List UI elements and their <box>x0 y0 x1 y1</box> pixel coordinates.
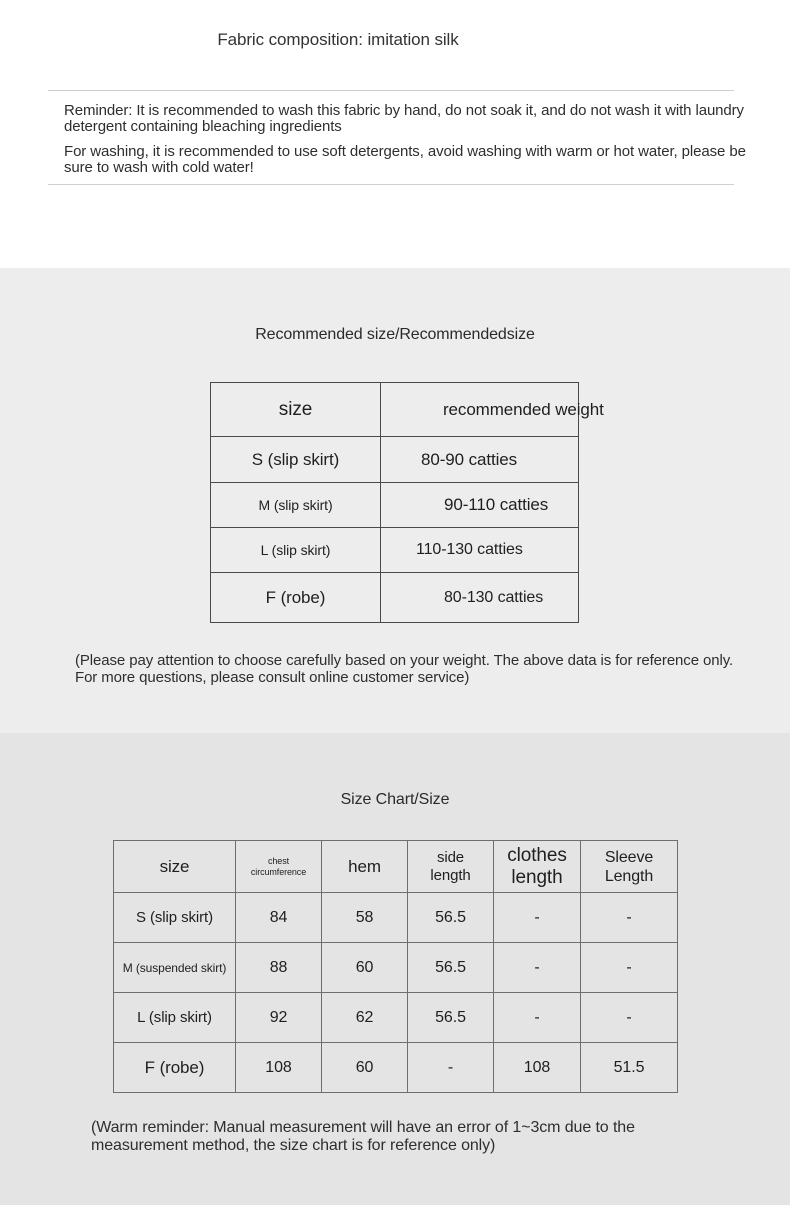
size-chart-table <box>113 840 678 1093</box>
bottom-white-strip <box>0 1205 790 1224</box>
column-header-size: size <box>211 383 381 437</box>
table-row <box>211 573 579 623</box>
size-cell: F (robe) <box>114 1043 236 1093</box>
hem-cell: 60 <box>322 943 408 993</box>
table-row <box>211 528 579 573</box>
table-row <box>114 893 678 943</box>
wash-reminder-text-1: Reminder: It is recommended to wash this fabric by hand, do not soak it, and do not wash it with laundry detergent containing bleaching ingredients <box>64 102 744 135</box>
hem-cell: 58 <box>322 893 408 943</box>
size-cell: L (slip skirt) <box>114 993 236 1043</box>
chest-cell: 92 <box>236 993 322 1043</box>
size-cell: F (robe) <box>211 573 381 623</box>
weight-cell: 80-130 catties <box>381 573 579 623</box>
side-length-cell: 56.5 <box>408 943 494 993</box>
column-header-hem: hem <box>322 841 408 893</box>
table-row <box>211 483 579 528</box>
table-row <box>114 1043 678 1093</box>
side-length-cell: - <box>408 1043 494 1093</box>
sleeve-length-cell: - <box>581 943 678 993</box>
column-header-clothes-length: clothes length <box>494 841 581 893</box>
size-chart-section <box>0 733 790 1205</box>
fabric-care-section <box>0 0 790 268</box>
size-cell: M (slip skirt) <box>211 483 381 528</box>
table-header-row <box>114 841 678 893</box>
size-chart-title: Size Chart/Size <box>340 791 450 808</box>
clothes-length-cell: 108 <box>494 1043 581 1093</box>
column-header-size: size <box>114 841 236 893</box>
side-length-cell: 56.5 <box>408 993 494 1043</box>
weight-cell: 80-90 catties <box>381 437 579 483</box>
clothes-length-cell: - <box>494 943 581 993</box>
wash-reminder-text-2: For washing, it is recommended to use soft detergents, avoid washing with warm or hot water, please be sure to wash with cold water! <box>64 143 746 176</box>
weight-cell: 90-110 catties <box>381 483 579 528</box>
sleeve-length-cell: 51.5 <box>581 1043 678 1093</box>
table-row <box>211 437 579 483</box>
column-header-weight: recommended weight <box>381 383 579 437</box>
divider-line-top <box>48 90 734 91</box>
recommended-size-title: Recommended size/Recommendedsize <box>255 326 535 343</box>
sleeve-length-cell: - <box>581 893 678 943</box>
size-cell: S (slip skirt) <box>114 893 236 943</box>
size-cell: M (suspended skirt) <box>114 943 236 993</box>
clothes-length-cell: - <box>494 893 581 943</box>
chest-cell: 108 <box>236 1043 322 1093</box>
recommended-size-table <box>210 382 604 623</box>
clothes-length-cell: - <box>494 993 581 1043</box>
size-cell: L (slip skirt) <box>211 528 381 573</box>
column-header-chest-circumference: chest circumference <box>236 841 322 893</box>
hem-cell: 60 <box>322 1043 408 1093</box>
table-row <box>114 943 678 993</box>
weight-cell: 110-130 catties <box>381 528 579 573</box>
table-header-row <box>211 383 579 437</box>
column-header-sleeve-length: Sleeve Length <box>581 841 678 893</box>
chest-cell: 84 <box>236 893 322 943</box>
hem-cell: 62 <box>322 993 408 1043</box>
divider-line-bottom <box>48 184 734 185</box>
measurement-error-note: (Warm reminder: Manual measurement will have an error of 1~3cm due to the measurement method, the size chart is for reference only) <box>91 1119 635 1154</box>
sleeve-length-cell: - <box>581 993 678 1043</box>
fabric-composition-title: Fabric composition: imitation silk <box>217 30 459 49</box>
column-header-side-length: side length <box>408 841 494 893</box>
chest-cell: 88 <box>236 943 322 993</box>
size-cell: S (slip skirt) <box>211 437 381 483</box>
table-row <box>114 993 678 1043</box>
weight-choice-note: (Please pay attention to choose carefully based on your weight. The above data is for reference only. For more questions, please consult online customer service) <box>75 652 734 686</box>
side-length-cell: 56.5 <box>408 893 494 943</box>
recommended-size-section <box>0 268 790 733</box>
